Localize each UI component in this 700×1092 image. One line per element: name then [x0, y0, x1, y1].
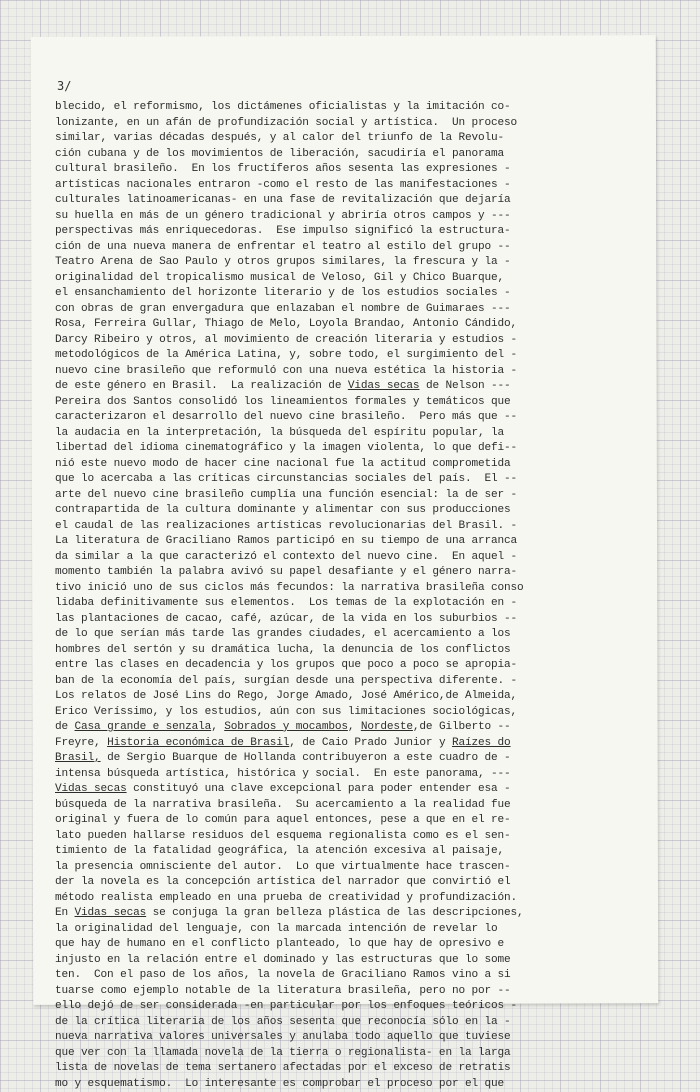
text-line: ción de una nueva manera de enfrentar el teatro al estilo del grupo --	[55, 240, 615, 256]
text-line: injusto en la relación entre el dominado y las estructuras que lo some	[55, 953, 615, 969]
text-line: nueva narrativa valores universales y anulaba todo aquello que tuviese	[55, 1030, 615, 1046]
text-line: metodológicos de la América Latina, y, sobre todo, el surgimiento del -	[55, 348, 615, 364]
text-line: el caudal de las realizaciones artísticas revolucionarias del Brasil. -	[55, 519, 615, 535]
text-line: lonizante, en un afán de profundización social y artística. Un proceso	[55, 116, 615, 132]
text-line: nió este nuevo modo de hacer cine nacional fue la actitud comprometida	[55, 457, 615, 473]
text-line: caracterizaron el desarrollo del nuevo cine brasileño. Pero más que --	[55, 410, 615, 426]
text-line: libertad del idioma cinematográfico y la imagen violenta, lo que defi--	[55, 441, 615, 457]
text-line: hombres del sertón y su dramática lucha, la denuncia de los conflictos	[55, 643, 615, 659]
text-line: con obras de gran envergadura que enlazaban el nombre de Guimaraes ---	[55, 302, 615, 318]
text-line: contrapartida de la cultura dominante y alimentar con sus producciones	[55, 503, 615, 519]
text-line: ello dejó de ser considerada -en particular por los enfoques teóricos -	[55, 999, 615, 1015]
text-line: la originalidad del lenguaje, con la marcada intención de revelar lo	[55, 922, 615, 938]
text-line: las plantaciones de cacao, café, azúcar, de la vida en los suburbios --	[55, 612, 615, 628]
text-line: lista de novelas de tema sertanero afectadas por el exceso de retratis	[55, 1061, 615, 1077]
text-line: que hay de humano en el conflicto planteado, lo que hay de opresivo e	[55, 937, 615, 953]
text-line: Pereira dos Santos consolidó los lineamientos formales y temáticos que	[55, 395, 615, 411]
text-line: intensa búsqueda artística, histórica y social. En este panorama, ---	[55, 767, 615, 783]
text-line: la audacia en la interpretación, la búsqueda del espíritu popular, la	[55, 426, 615, 442]
text-line: arte del nuevo cine brasileño cumplía una función esencial: la de ser -	[55, 488, 615, 504]
text-line: mo y esquematismo. Lo interesante es comprobar el proceso por el que	[55, 1077, 615, 1092]
text-line: lato pueden hallarse residuos del esquema regionalista como es el sen-	[55, 829, 615, 845]
text-line: culturales latinoamericanas- en una fase de revitalización que dejaría	[55, 193, 615, 209]
text-line: su huella en más de un género tradicional y abriría otros campos y ---	[55, 209, 615, 225]
text-line: la presencia omnisciente del autor. Lo que virtualmente hace trascen-	[55, 860, 615, 876]
text-line: Vidas secas constituyó una clave excepcional para poder entender esa -	[55, 782, 615, 798]
text-line: En Vidas secas se conjuga la gran belleza plástica de las descripciones,	[55, 906, 615, 922]
text-line: lidaba definitivamente sus elementos. Los temas de la explotación en -	[55, 596, 615, 612]
text-line: cultural brasileño. En los fructíferos años sesenta las expresiones -	[55, 162, 615, 178]
text-line: entre las clases en decadencia y los grupos que poco a poco se apropia-	[55, 658, 615, 674]
text-line: tuarse como ejemplo notable de la literatura brasileña, pero no por --	[55, 984, 615, 1000]
text-line: Teatro Arena de Sao Paulo y otros grupos similares, la frescura y la -	[55, 255, 615, 271]
typewritten-body-text	[55, 100, 615, 1092]
text-line: Freyre, Historia económica de Brasil, de Caio Prado Junior y Raízes do	[55, 736, 615, 752]
text-line: de la crítica literaria de los años sesenta que reconocía sólo en la -	[55, 1015, 615, 1031]
text-line: de lo que serían más tarde las grandes ciudades, el acercamiento a los	[55, 627, 615, 643]
text-line: Erico Veríssimo, y los estudios, aún con sus limitaciones sociológicas,	[55, 705, 615, 721]
text-line: Brasil, de Sergio Buarque de Hollanda contribuyeron a este cuadro de -	[55, 751, 615, 767]
text-line: de este género en Brasil. La realización de Vidas secas de Nelson ---	[55, 379, 615, 395]
text-line: el ensanchamiento del horizonte literario y de los estudios sociales -	[55, 286, 615, 302]
text-line: que ver con la llamada novela de la tierra o regionalista- en la larga	[55, 1046, 615, 1062]
page-number: 3/	[57, 79, 71, 93]
text-line: La literatura de Graciliano Ramos participó en su tiempo de una arranca	[55, 534, 615, 550]
text-line: método realista empleado en una prueba de creatividad y profundización.	[55, 891, 615, 907]
text-line: de Casa grande e senzala, Sobrados y mocambos, Nordeste,de Gilberto --	[55, 720, 615, 736]
text-line: Darcy Ribeiro y otros, al movimiento de creación literaria y estudios -	[55, 333, 615, 349]
text-line: timiento de la fatalidad geográfica, la atención excesiva al paisaje,	[55, 844, 615, 860]
text-line: momento también la palabra avivó su papel desafiante y el género narra-	[55, 565, 615, 581]
text-line: tivo inició uno de sus ciclos más fecundos: la narrativa brasileña conso	[55, 581, 615, 597]
text-line: nuevo cine brasileño que reformuló con una nueva estética la historia -	[55, 364, 615, 380]
text-line: ban de la economía del país, surgían desde una perspectiva diferente. -	[55, 674, 615, 690]
text-line: perspectivas más enriquecedoras. Ese impulso significó la estructura-	[55, 224, 615, 240]
text-line: Rosa, Ferreira Gullar, Thiago de Melo, Loyola Brandao, Antonio Cándido,	[55, 317, 615, 333]
text-line: da similar a la que caracterizó el contexto del nuevo cine. En aquel -	[55, 550, 615, 566]
text-line: originalidad del tropicalismo musical de Veloso, Gil y Chico Buarque,	[55, 271, 615, 287]
text-line: ten. Con el paso de los años, la novela de Graciliano Ramos vino a si	[55, 968, 615, 984]
text-line: original y fuera de lo común para aquel entonces, pese a que en el re-	[55, 813, 615, 829]
text-line: similar, varias décadas después, y al calor del triunfo de la Revolu-	[55, 131, 615, 147]
text-line: ción cubana y de los movimientos de liberación, sacudiría el panorama	[55, 147, 615, 163]
text-line: que lo acercaba a las críticas circunstancias sociales del país. El --	[55, 472, 615, 488]
text-line: der la novela es la concepción artística del narrador que convirtió el	[55, 875, 615, 891]
text-line: Los relatos de José Lins do Rego, Jorge Amado, José Américo,de Almeida,	[55, 689, 615, 705]
text-line: artísticas nacionales entraron -como el resto de las manifestaciones -	[55, 178, 615, 194]
text-line: blecido, el reformismo, los dictámenes oficialistas y la imitación co-	[55, 100, 615, 116]
text-line: búsqueda de la narrativa brasileña. Su acercamiento a la realidad fue	[55, 798, 615, 814]
